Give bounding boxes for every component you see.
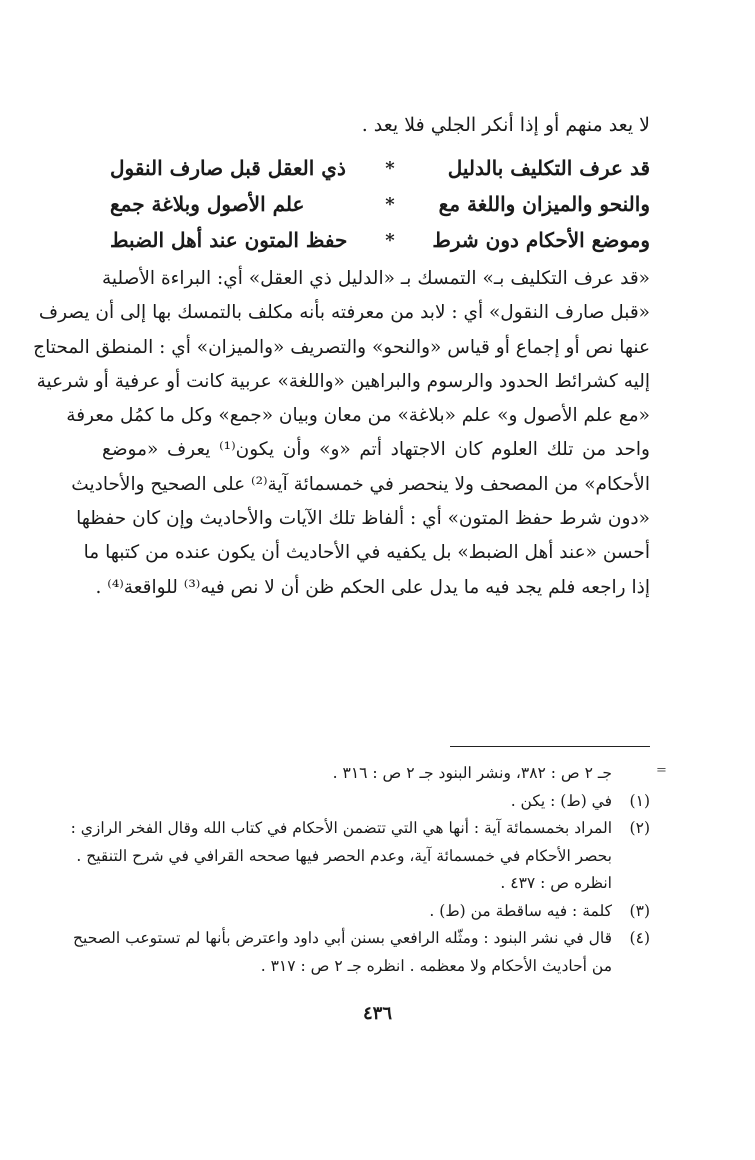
footnote-line: من أحاديث الأحكام ولا معظمه . انظره جـ ٢ ص : ٣١٧ . — [260, 956, 612, 975]
footnote-divider — [450, 746, 650, 747]
footnote-text — [90, 760, 612, 788]
commentary-paragraph — [33, 262, 650, 605]
footnote-item — [90, 760, 650, 788]
verse-line — [110, 186, 650, 222]
footnote-item — [90, 788, 650, 816]
footnote-mark: (٤) — [629, 929, 650, 947]
page-number: ٤٣٦ — [362, 1003, 392, 1024]
footnote-line: بحصر الأحكام في خمسمائة آية، وعدم الحصر فيها صححه القرافي في شرح التنقيح . — [76, 846, 612, 865]
footnote-text — [90, 898, 612, 926]
commentary-line: «مع علم الأصول و» علم «بلاغة» من معان وبيان «جمع» وكل ما كمُل معرفة — [66, 405, 650, 427]
verse-line — [110, 222, 650, 258]
verse-block — [110, 150, 650, 258]
verse-line — [110, 150, 650, 186]
footnote-item — [70, 815, 650, 898]
verse-separator-star: * — [385, 157, 395, 179]
commentary-line: عنها نص أو إجماع أو قياس «والنحو» والتصريف «والميزان» أي : المنطق المحتاج — [33, 336, 650, 358]
commentary-line: «قبل صارف النقول» أي : لابد من معرفته بأنه مكلف بالتمسك بها إلى أن يصرف — [38, 302, 650, 324]
footnote-mark: (١) — [629, 791, 650, 810]
footnote-text — [90, 788, 612, 816]
footnote-line: جـ ٢ ص : ٣٨٢، ونشر البنود جـ ٢ ص : ٣١٦ . — [332, 764, 612, 782]
verse-first-hemistich: وموضع الأحكام دون شرط — [432, 228, 650, 252]
verse-separator-star: * — [385, 193, 395, 215]
verse-second-hemistich: ذي العقل قبل صارف النقول — [110, 156, 346, 180]
footnote-line: في (ط) : يكن . — [510, 791, 612, 810]
footnote-text — [73, 925, 612, 980]
commentary-line: إذا راجعه فلم يجد فيه ما يدل على الحكم ظن أن لا نص فيه⁽³⁾ للواقعة⁽⁴⁾ . — [95, 576, 650, 598]
footnote-continuation-mark: = — [656, 763, 667, 778]
footnote-item — [73, 925, 650, 980]
footnote-line: المراد بخمسمائة آية : أنها هي التي تتضمن الأحكام في كتاب الله وقال الفخر الرازي : — [70, 819, 612, 837]
verse-separator-star: * — [385, 229, 395, 251]
commentary-line: «قد عرف التكليف بـ» التمسك بـ «الدليل ذي العقل» أي: البراءة الأصلية — [102, 268, 650, 289]
verse-first-hemistich: والنحو والميزان واللغة مع — [438, 192, 650, 216]
verse-second-hemistich: حفظ المتون عند أهل الضبط — [110, 228, 348, 252]
lead-line: لا يعد منهم أو إذا أنكر الجلي فلا يعد . — [361, 114, 650, 136]
footnote-text — [71, 815, 612, 898]
footnote-item — [90, 898, 650, 926]
commentary-line: إليه كشرائط الحدود والرسوم والبراهين «واللغة» عربية كانت أو عرفية أو شرعية — [36, 370, 650, 392]
footnote-line: قال في نشر البنود : ومثّله الرافعي بسنن أبي داود واعترض بأنها لم تستوعب الصحيح — [73, 929, 612, 947]
commentary-line: «دون شرط حفظ المتون» أي : ألفاظ تلك الآيات والأحاديث وإن كان حفظها — [76, 508, 650, 530]
footnote-mark: (٣) — [629, 901, 650, 920]
footnote-line: انظره ص : ٤٣٧ . — [500, 874, 612, 892]
commentary-line: واحد من تلك العلوم كان الاجتهاد أتم «و» وأن يكون⁽¹⁾ يعرف «موضع — [102, 439, 650, 461]
verse-first-hemistich: قد عرف التكليف بالدليل — [447, 156, 650, 180]
commentary-line: أحسن «عند أهل الضبط» بل يكفيه في الأحاديث أن يكون عنده من كتبها ما — [83, 542, 650, 564]
verse-second-hemistich: علم الأصول وبلاغة جمع — [110, 192, 305, 216]
commentary-line: الأحكام» من المصحف ولا ينحصر في خمسمائة آية⁽²⁾ على الصحيح والأحاديث — [71, 473, 650, 495]
footnotes — [70, 760, 650, 980]
footnote-line: كلمة : فيه ساقطة من (ط) . — [429, 901, 612, 920]
footnote-mark: (٢) — [629, 819, 650, 837]
